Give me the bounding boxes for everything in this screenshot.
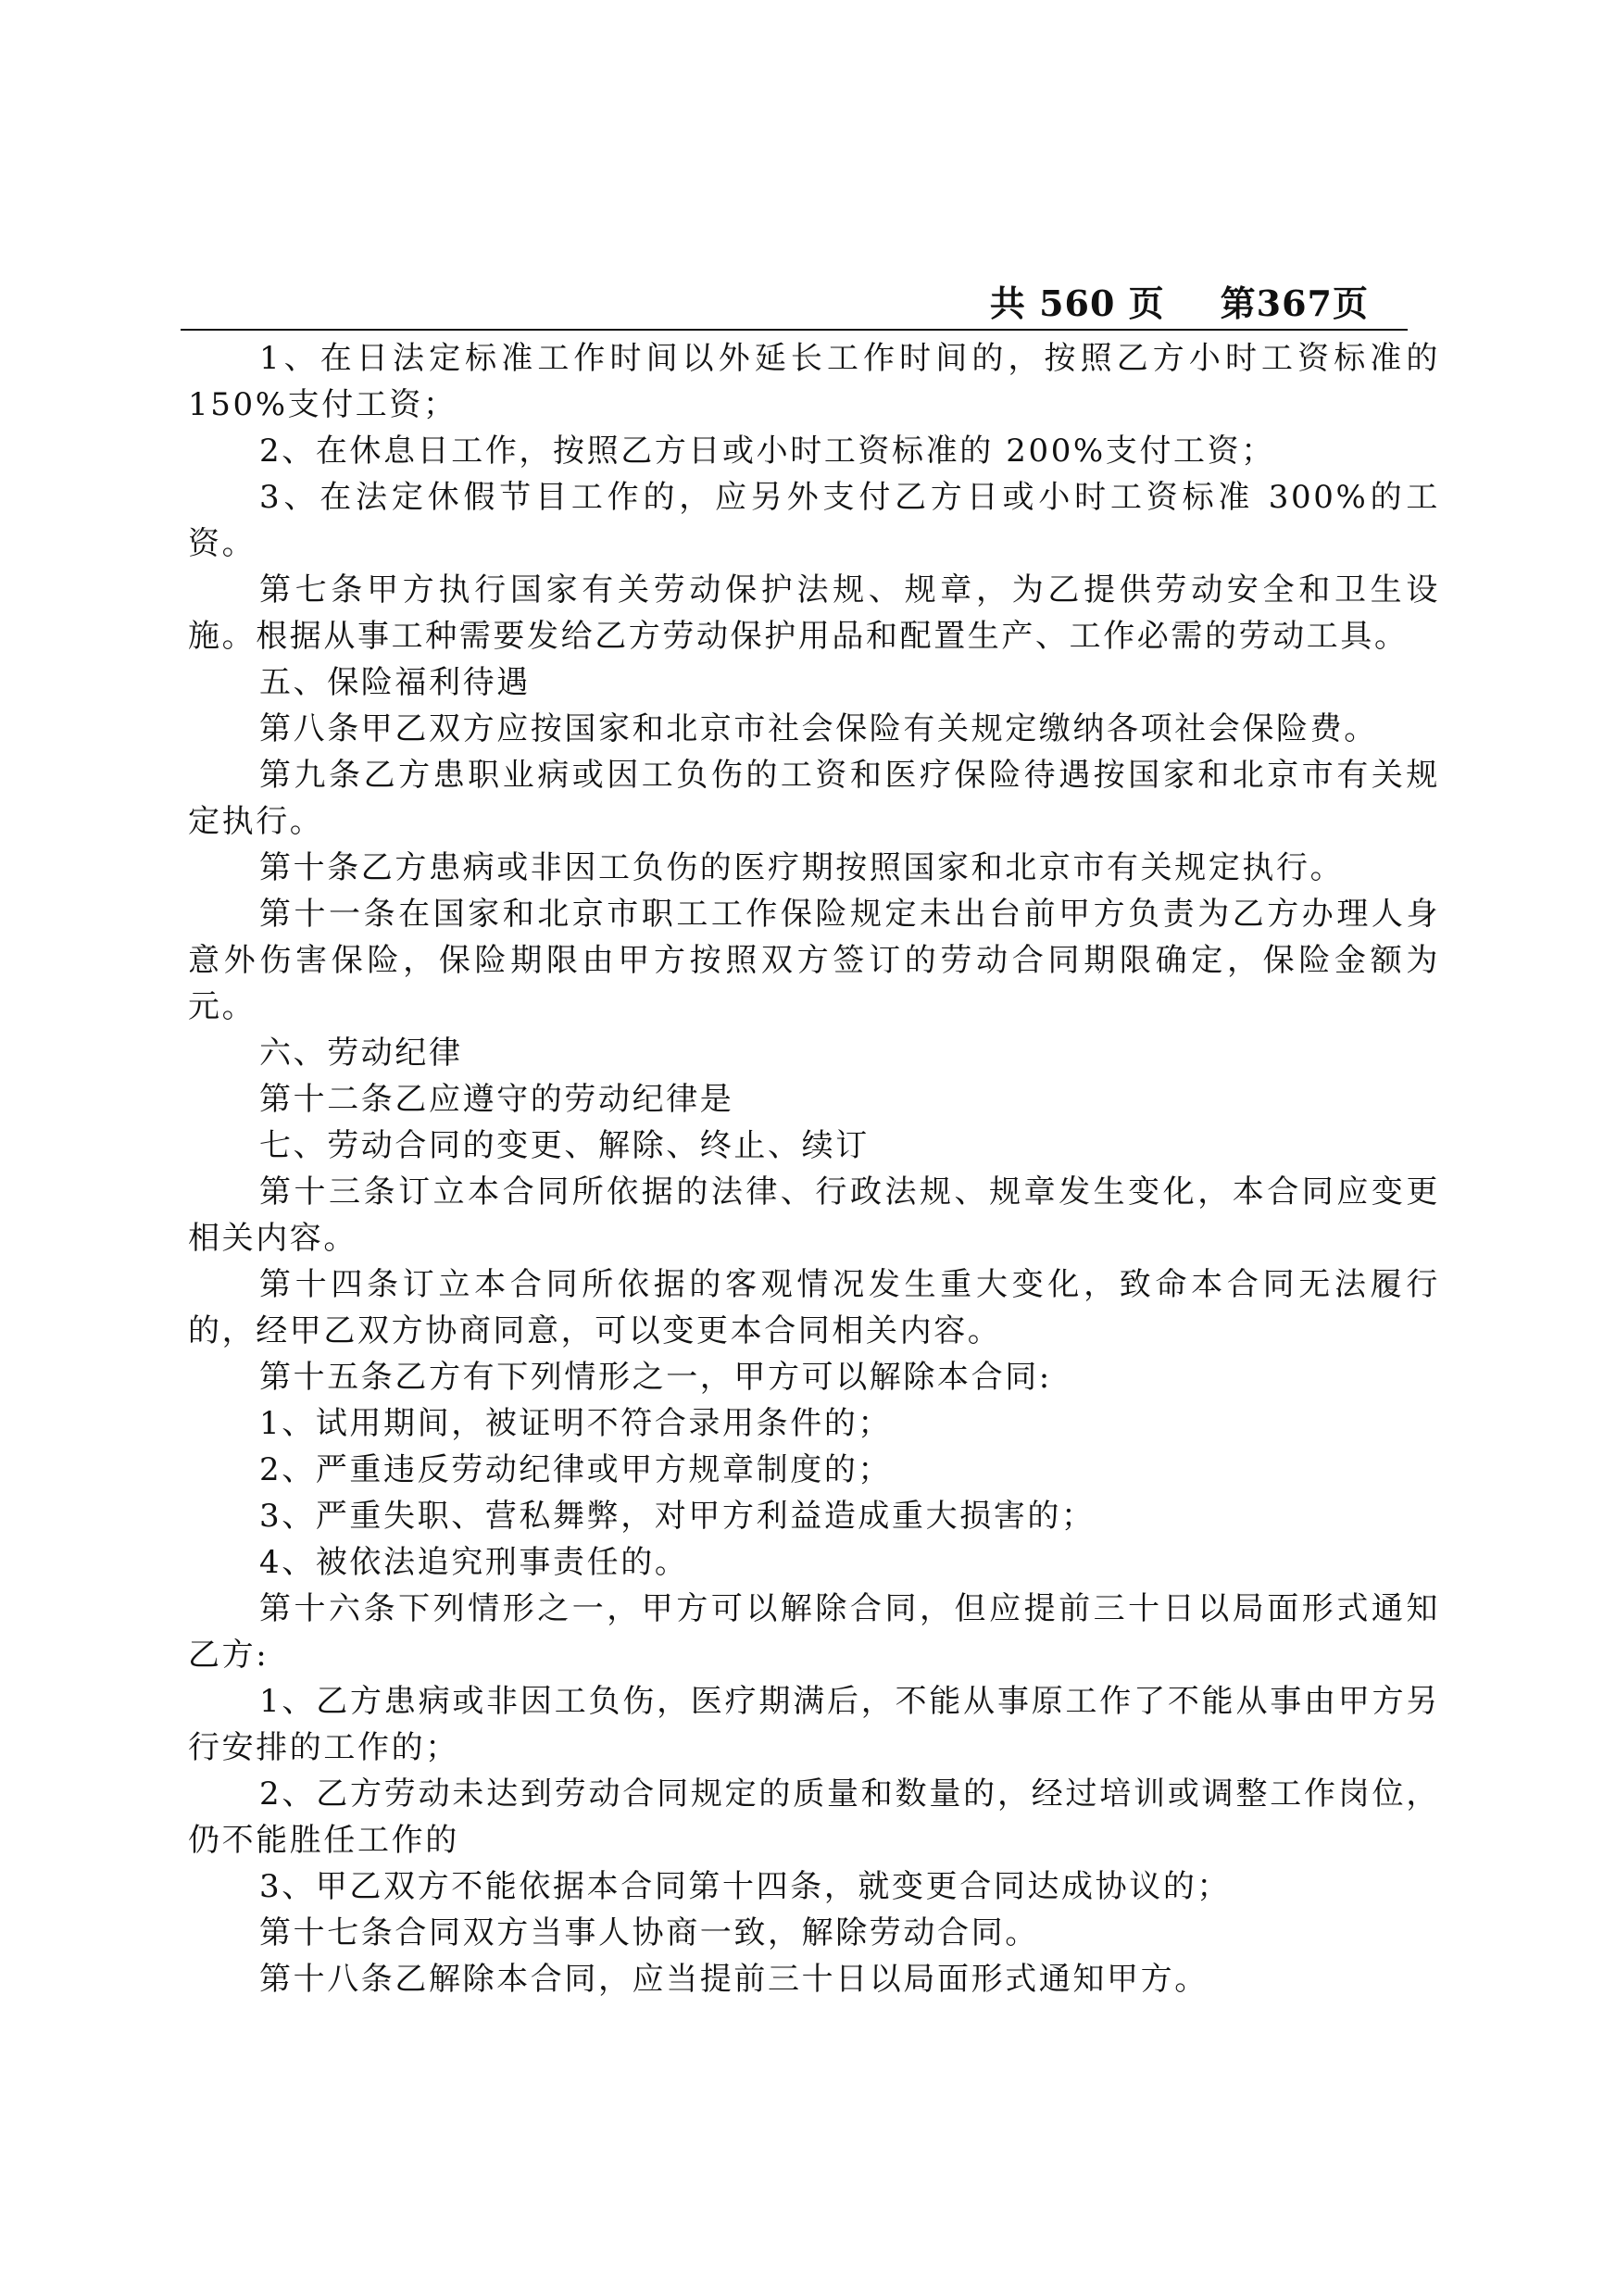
article-8: 第八条甲乙双方应按国家和北京市社会保险有关规定缴纳各项社会保险费。: [259, 710, 1378, 747]
article-15-item-3: 3、严重失职、营私舞弊，对甲方利益造成重大损害的；: [259, 1498, 1096, 1535]
section-heading-contract-changes: 七、劳动合同的变更、解除、终止、续订: [259, 1127, 870, 1164]
article-15: 第十五条乙方有下列情形之一，甲方可以解除本合同:: [259, 1359, 1052, 1396]
page-counter: [990, 275, 1369, 326]
section-heading-discipline: 六、劳动纪律: [259, 1035, 463, 1072]
article-15-item-2: 2、严重违反劳动纪律或甲方规章制度的；: [259, 1451, 893, 1488]
article-16-item-2: 2、乙方劳动未达到劳动合同规定的质量和数量的，经过培训或调整工作岗位，仍不能胜任工作的: [188, 1775, 1440, 1859]
article-7: 第七条甲方执行国家有关劳动保护法规、规章，为乙提供劳动安全和卫生设施。根据从事工种需要发给乙方劳动保护用品和配置生产、工作必需的劳动工具。: [188, 571, 1440, 655]
article-18: 第十八条乙解除本合同，应当提前三十日以局面形式通知甲方。: [259, 1961, 1209, 1998]
article-11: 第十一条在国家和北京市职工工作保险规定未出台前甲方负责为乙方办理人身意外伤害保险，保险期限由甲方按照双方签订的劳动合同期限确定，保险金额为元。: [188, 896, 1440, 1025]
clause-overtime-weekday: 1、在日法定标准工作时间以外延长工作时间的，按照乙方小时工资标准的 150%支付工资；: [188, 340, 1453, 423]
article-16-item-3: 3、甲乙双方不能依据本合同第十四条，就变更合同达成协议的；: [259, 1868, 1232, 1905]
page-header: [181, 273, 1408, 331]
total-pages: 共 560 页: [989, 282, 1165, 324]
article-9: 第九条乙方患职业病或因工负伤的工资和医疗保险待遇按国家和北京市有关规定执行。: [188, 757, 1440, 840]
article-17: 第十七条合同双方当事人协商一致，解除劳动合同。: [259, 1914, 1039, 1951]
article-16-item-1: 1、乙方患病或非因工负伤，医疗期满后，不能从事原工作了不能从事由甲方另行安排的工作的；: [188, 1683, 1440, 1766]
article-15-item-1: 1、试用期间，被证明不符合录用条件的；: [259, 1405, 893, 1442]
current-page: 第367页: [1220, 282, 1369, 324]
article-14: 第十四条订立本合同所依据的客观情况发生重大变化，致命本合同无法履行的，经甲乙双方协商同意，可以变更本合同相关内容。: [188, 1266, 1440, 1349]
article-12: 第十二条乙应遵守的劳动纪律是: [259, 1081, 734, 1118]
article-10: 第十条乙方患病或非因工负伤的医疗期按照国家和北京市有关规定执行。: [259, 849, 1345, 886]
document-body: [188, 335, 1453, 2002]
clause-overtime-holiday: 3、在法定休假节目工作的，应另外支付乙方日或小时工资标准 300%的工资。: [188, 479, 1440, 562]
article-16: 第十六条下列情形之一，甲方可以解除合同，但应提前三十日以局面形式通知乙方:: [188, 1590, 1440, 1674]
section-heading-insurance: 五、保险福利待遇: [259, 664, 531, 701]
article-13: 第十三条订立本合同所依据的法律、行政法规、规章发生变化，本合同应变更相关内容。: [188, 1173, 1440, 1257]
clause-overtime-restday: 2、在休息日工作，按照乙方日或小时工资标准的 200%支付工资；: [259, 433, 1275, 470]
article-15-item-4: 4、被依法追究刑事责任的。: [259, 1544, 689, 1581]
